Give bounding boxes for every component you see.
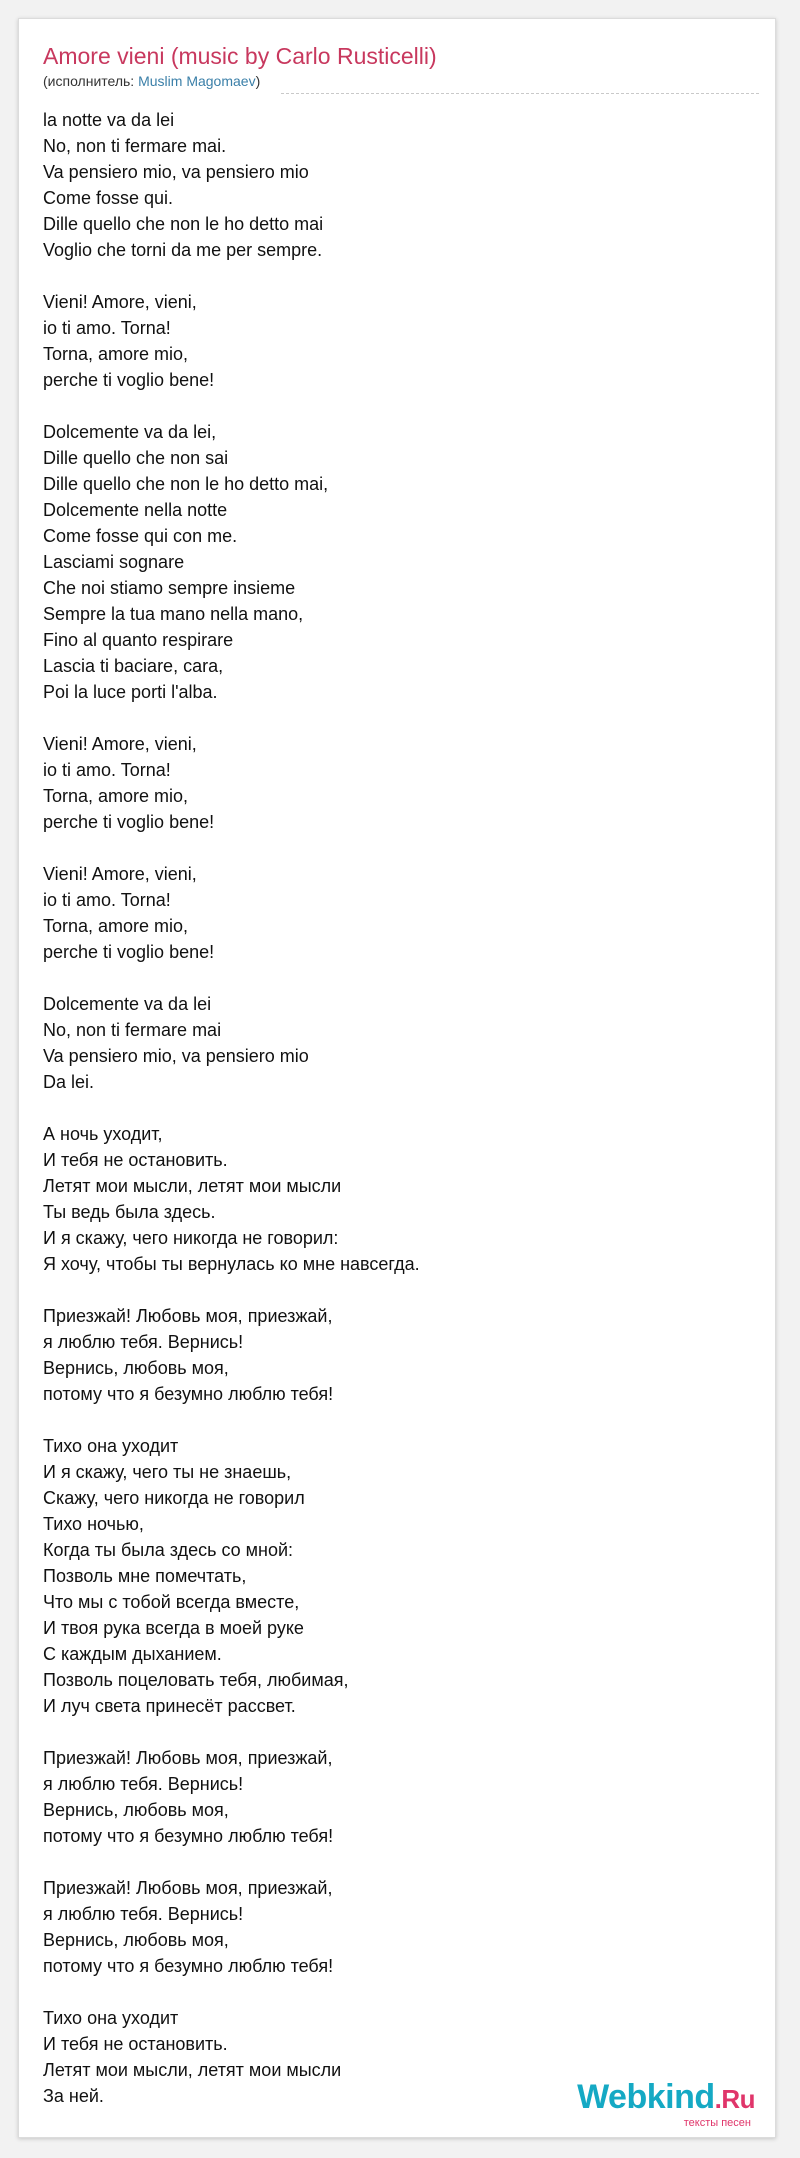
stanza-gap	[43, 1979, 743, 2005]
stanza-gap	[43, 965, 743, 991]
site-logo-suffix: .Ru	[714, 2084, 755, 2114]
lyric-line: Va pensiero mio, va pensiero mio	[43, 1046, 309, 1066]
lyric-line: потому что я безумно люблю тебя!	[43, 1956, 334, 1976]
lyrics-page	[18, 18, 776, 2138]
lyric-line: И тебя не остановить.	[43, 2034, 228, 2054]
lyric-line: Когда ты была здесь со мной:	[43, 1540, 294, 1560]
lyric-line: io ti amo. Torna!	[43, 760, 171, 780]
lyric-line: Voglio che torni da me per sempre.	[43, 240, 323, 260]
lyric-line: Вернись, любовь моя,	[43, 1358, 229, 1378]
lyric-line: Va pensiero mio, va pensiero mio	[43, 162, 309, 182]
lyric-line: Dolcemente nella notte	[43, 500, 228, 520]
stanza-gap	[43, 393, 743, 419]
stanza-gap	[43, 1849, 743, 1875]
lyric-line: Ты ведь была здесь.	[43, 1202, 216, 1222]
stanza-gap	[43, 1407, 743, 1433]
title-divider	[281, 93, 759, 94]
lyric-line: С каждым дыханием.	[43, 1644, 222, 1664]
lyric-line: Dille quello che non sai	[43, 448, 229, 468]
lyric-line: Позволь мне помечтать,	[43, 1566, 247, 1586]
stanza-gap	[43, 835, 743, 861]
lyric-line: А ночь уходит,	[43, 1124, 163, 1144]
lyric-line: Poi la luce porti l'alba.	[43, 682, 218, 702]
lyric-line: No, non ti fermare mai	[43, 1020, 222, 1040]
lyric-line: я люблю тебя. Вернись!	[43, 1332, 244, 1352]
lyric-line: Тихо ночью,	[43, 1514, 144, 1534]
lyric-line: Vieni! Amore, vieni,	[43, 734, 197, 754]
lyrics-text	[43, 107, 743, 2109]
lyric-line: Приезжай! Любовь моя, приезжай,	[43, 1878, 333, 1898]
lyric-line: Приезжай! Любовь моя, приезжай,	[43, 1306, 333, 1326]
lyric-line: Sempre la tua mano nella mano,	[43, 604, 304, 624]
site-logo-text	[577, 2079, 755, 2117]
lyric-line: Che noi stiamo sempre insieme	[43, 578, 296, 598]
lyric-line: No, non ti fermare mai.	[43, 136, 227, 156]
lyric-line: И луч света принесёт рассвет.	[43, 1696, 296, 1716]
lyric-line: Вернись, любовь моя,	[43, 1800, 229, 1820]
lyric-line: Da lei.	[43, 1072, 95, 1092]
lyric-line: Fino al quanto respirare	[43, 630, 234, 650]
lyric-line: Скажу, чего никогда не говорил	[43, 1488, 305, 1508]
lyric-line: потому что я безумно люблю тебя!	[43, 1826, 334, 1846]
stanza-gap	[43, 1277, 743, 1303]
lyric-line: Dolcemente va da lei,	[43, 422, 217, 442]
lyric-line: Приезжай! Любовь моя, приезжай,	[43, 1748, 333, 1768]
site-logo-tagline: тексты песен	[683, 2117, 751, 2129]
lyric-line: perche ti voglio bene!	[43, 812, 215, 832]
lyric-line: Lasciami sognare	[43, 552, 185, 572]
lyric-line: Torna, amore mio,	[43, 344, 189, 364]
lyric-line: Dille quello che non le ho detto mai	[43, 214, 324, 234]
lyric-line: Come fosse qui.	[43, 188, 174, 208]
lyric-line: Летят мои мысли, летят мои мысли	[43, 2060, 342, 2080]
site-logo-name: Webkind	[577, 2078, 715, 2116]
performer-line	[43, 72, 260, 90]
lyric-line: И я скажу, чего никогда не говорил:	[43, 1228, 339, 1248]
performer-suffix: )	[255, 73, 261, 89]
lyric-line: Vieni! Amore, vieni,	[43, 864, 197, 884]
lyric-line: Torna, amore mio,	[43, 916, 189, 936]
lyric-line: la notte va da lei	[43, 110, 175, 130]
lyric-line: Dille quello che non le ho detto mai,	[43, 474, 329, 494]
lyric-line: я люблю тебя. Вернись!	[43, 1774, 244, 1794]
lyric-line: perche ti voglio bene!	[43, 370, 215, 390]
stanza-gap	[43, 705, 743, 731]
stanza-gap	[43, 1095, 743, 1121]
lyric-line: потому что я безумно люблю тебя!	[43, 1384, 334, 1404]
lyric-line: И твоя рука всегда в моей руке	[43, 1618, 304, 1638]
lyric-line: И я скажу, чего ты не знаешь,	[43, 1462, 292, 1482]
lyric-line: io ti amo. Torna!	[43, 890, 171, 910]
lyric-line: Что мы с тобой всегда вместе,	[43, 1592, 300, 1612]
lyric-line: Тихо она уходит	[43, 1436, 179, 1456]
lyric-line: Come fosse qui con me.	[43, 526, 238, 546]
site-logo[interactable]	[577, 2079, 755, 2129]
lyric-line: Позволь поцеловать тебя, любимая,	[43, 1670, 349, 1690]
lyric-line: Dolcemente va da lei	[43, 994, 212, 1014]
performer-link[interactable]: Muslim Magomaev	[138, 73, 256, 89]
lyric-line: я люблю тебя. Вернись!	[43, 1904, 244, 1924]
lyric-line: Torna, amore mio,	[43, 786, 189, 806]
lyric-line: Я хочу, чтобы ты вернулась ко мне навсегда.	[43, 1254, 420, 1274]
song-title: Amore vieni (music by Carlo Rusticelli)	[43, 43, 437, 69]
lyric-line: Вернись, любовь моя,	[43, 1930, 229, 1950]
lyric-line: Vieni! Amore, vieni,	[43, 292, 197, 312]
lyric-line: Тихо она уходит	[43, 2008, 179, 2028]
lyric-line: Летят мои мысли, летят мои мысли	[43, 1176, 342, 1196]
lyric-line: io ti amo. Torna!	[43, 318, 171, 338]
stanza-gap	[43, 263, 743, 289]
lyric-line: perche ti voglio bene!	[43, 942, 215, 962]
lyric-line: За ней.	[43, 2086, 104, 2106]
lyric-line: Lascia ti baciare, cara,	[43, 656, 224, 676]
performer-prefix: (исполнитель:	[43, 73, 139, 89]
lyric-line: И тебя не остановить.	[43, 1150, 228, 1170]
stanza-gap	[43, 1719, 743, 1745]
